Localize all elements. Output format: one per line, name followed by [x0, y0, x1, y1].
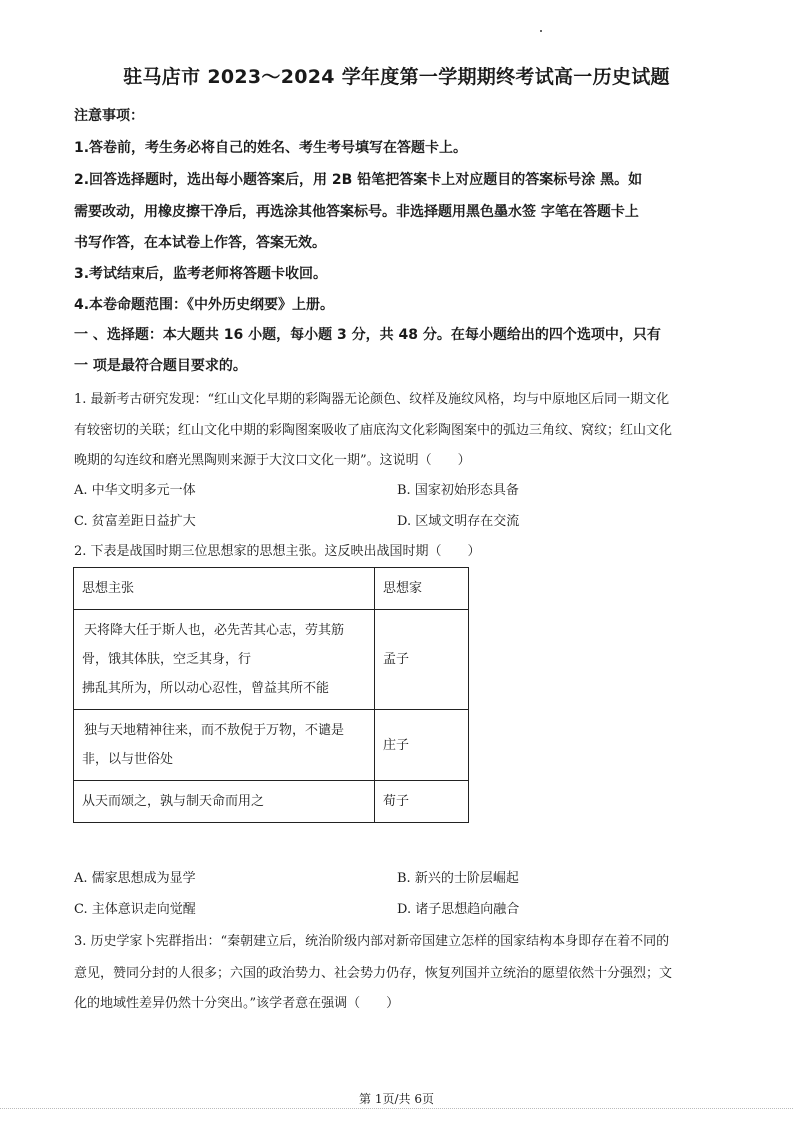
table-cell-idea [74, 610, 375, 710]
table-cell-idea: 从天而颂之，孰与制天命而用之 [74, 781, 375, 823]
notice-item-2-line-1: 2.回答选择题时，选出每小题答案后，用 2B 铅笔把答案卡上对应题目的答案标号涂 黑。如 [74, 172, 643, 188]
scan-dot [540, 30, 542, 32]
table-row [74, 710, 469, 781]
table-cell-line: 骨，饿其体肤，空乏其身，行 [82, 652, 252, 667]
table-header-idea: 思想主张 [74, 568, 375, 610]
table-cell-line: 非，以与世俗处 [82, 752, 174, 767]
table-header-thinker: 思想家 [375, 568, 469, 610]
q2-option-c: C. 主体意识走向觉醒 [74, 902, 196, 917]
q1-stem-line-3: 晚期的勾连纹和磨光黑陶则来源于大汶口文化一期”。这说明（ ） [74, 453, 471, 468]
q3-stem-line-2: 意见，赞同分封的人很多；六国的政治势力、社会势力仍存，恢复列国并立统治的愿望依然十分强烈；文 [74, 966, 673, 981]
table-cell-line: 天将降大任于斯人也，必先苦其心志，劳其筋 [84, 623, 345, 638]
table-cell-thinker: 孟子 [375, 610, 469, 710]
q1-option-c: C. 贫富差距日益扩大 [74, 514, 196, 529]
q1-stem-line-1: 1. 最新考古研究发现：“红山文化早期的彩陶器无论颜色、纹样及施纹风格，均与中原地区后同一期文化 [74, 392, 670, 407]
table-header-row [74, 568, 469, 610]
notice-item-3: 3.考试结束后，监考老师将答题卡收回。 [74, 266, 328, 282]
notice-heading: 注意事项： [74, 108, 144, 124]
q2-stem: 2. 下表是战国时期三位思想家的思想主张。这反映出战国时期（ ） [74, 544, 481, 559]
table-row [74, 610, 469, 710]
q1-option-a: A. 中华文明多元一体 [74, 483, 196, 498]
notice-item-2-line-3: 书写作答，在本试卷上作答，答案无效。 [74, 235, 326, 251]
notice-item-1: 1.答卷前，考生务必将自己的姓名、考生考号填写在答题卡上。 [74, 140, 468, 156]
section-instruction-line-2: 一 项是最符合题目要求的。 [74, 358, 247, 374]
q1-option-b: B. 国家初始形态具备 [397, 483, 519, 498]
q1-stem-line-2: 有较密切的关联；红山文化中期的彩陶图案吸收了庙底沟文化彩陶图案中的弧边三角纹、窝纹；红山文化 [74, 423, 673, 438]
q3-stem-line-3: 化的地域性差异仍然十分突出。”该学者意在强调（ ） [74, 996, 400, 1011]
q3-stem-line-1: 3. 历史学家卜宪群指出：“秦朝建立后，统治阶级内部对新帝国建立怎样的国家结构本身即存在着不同的 [74, 934, 670, 949]
q1-option-d: D. 区域文明存在交流 [397, 514, 520, 529]
thinkers-table [73, 567, 469, 823]
q2-option-a: A. 儒家思想成为显学 [74, 871, 196, 886]
table-cell-thinker: 荀子 [375, 781, 469, 823]
page-title: 驻马店市 2023～2024 学年度第一学期期终考试高一历史试题 [123, 66, 670, 88]
table-row [74, 781, 469, 823]
table-cell-line: 独与天地精神往来，而不敖倪于万物，不谴是 [84, 723, 345, 738]
footer-divider [0, 1108, 793, 1109]
table-cell-line: 拂乱其所为，所以动心忍性，曾益其所不能 [82, 681, 330, 696]
notice-item-4: 4.本卷命题范围：《中外历史纲要》上册。 [74, 297, 335, 313]
page-number: 第 1页/共 6页 [359, 1092, 434, 1106]
section-instruction-line-1: 一 、选择题：本大题共 16 小题，每小题 3 分，共 48 分。在每小题给出的四个选项中，只有 [74, 327, 661, 343]
table-cell-thinker: 庄子 [375, 710, 469, 781]
table-cell-idea [74, 710, 375, 781]
notice-item-2-line-2: 需要改动，用橡皮擦干净后，再选涂其他答案标号。非选择题用黑色墨水签 字笔在答题卡上 [74, 204, 639, 220]
q2-option-d: D. 诸子思想趋向融合 [397, 902, 520, 917]
q2-option-b: B. 新兴的士阶层崛起 [397, 871, 519, 886]
